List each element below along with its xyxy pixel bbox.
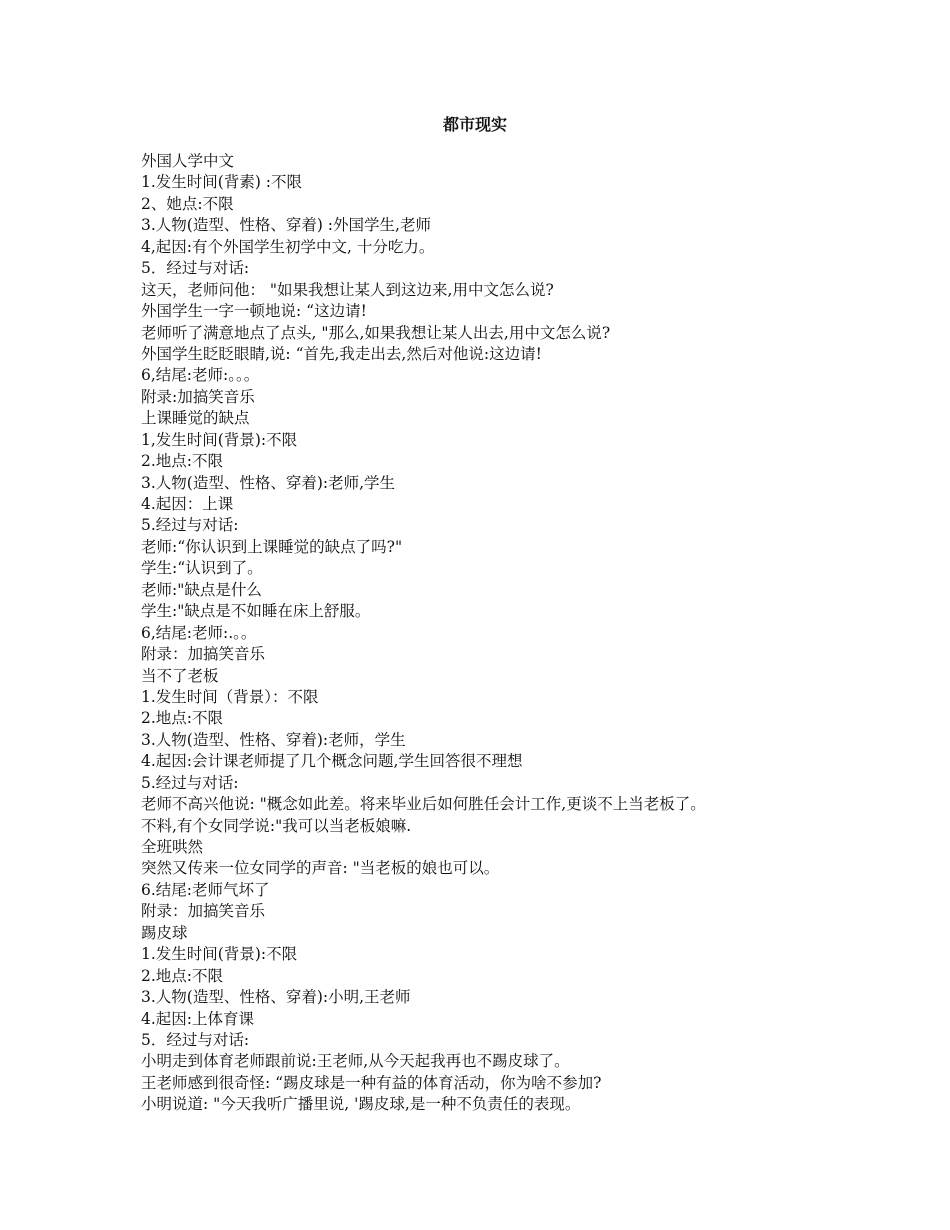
section-heading: 上课睡觉的缺点: [141, 409, 250, 428]
text-line: 2.地点:不限: [141, 966, 224, 985]
text-line: 小明说道: "今天我听广播里说, '踢皮球,是一种不负责任的表现。: [141, 1095, 581, 1114]
text-line: 附录：加搞笑音乐: [141, 645, 266, 664]
text-line: 6,结尾:老师:.。。: [141, 623, 257, 642]
text-line: 小明走到体育老师跟前说:王老师,从今天起我再也不踢皮球了。: [141, 1052, 570, 1071]
text-line: 3.人物(造型、性格、穿着):小明,王老师: [141, 988, 411, 1007]
text-line: 外国学生眨眨眼睛,说: “首先,我走出去,然后对他说:这边请!: [141, 344, 542, 363]
text-line: 附录:加搞笑音乐: [141, 387, 255, 406]
text-line: 老师:“你认识到上课睡觉的缺点了吗?": [141, 537, 403, 556]
text-line: 4.起因:上体育课: [141, 1009, 255, 1028]
document-title: 都市现实: [442, 115, 507, 134]
text-line: 5．经过与对话:: [141, 259, 250, 278]
text-line: 4,起因:有个外国学生初学中文, 十分吃力。: [141, 237, 435, 256]
text-line: 6,结尾:老师:。。。: [141, 366, 260, 385]
document-body: [141, 151, 931, 1116]
text-line: 4.起因：上课: [141, 495, 234, 513]
section-heading: 当不了老板: [141, 666, 219, 685]
text-line: 学生:"缺点是不如睡在床上舒服。: [141, 602, 371, 621]
text-line: 老师听了满意地点了点头, "那么,如果我想让某人出去,用中文怎么说?: [141, 323, 611, 342]
text-line: 2.地点:不限: [141, 452, 224, 471]
text-line: 2.地点:不限: [141, 709, 224, 728]
text-line: 1,发生时间(背景):不限: [141, 430, 298, 449]
text-line: 外国学生一字一顿地说: “这边请!: [141, 302, 367, 321]
text-line: 不料,有个女同学说:"我可以当老板娘嘛.: [141, 816, 412, 835]
text-line: 这天，老师问他： "如果我想让某人到这边来,用中文怎么说?: [141, 280, 554, 299]
text-line: 5.经过与对话:: [141, 773, 239, 792]
text-line: 突然又传来一位女同学的声音: "当老板的娘也可以。: [141, 859, 500, 878]
text-line: 学生:“认识到了。: [141, 559, 263, 578]
text-line: 老师:"缺点是什么: [141, 580, 262, 599]
text-line: 5.经过与对话:: [141, 516, 239, 535]
text-line: 1.发生时间（背景）：不限: [141, 687, 319, 706]
text-line: 3.人物(造型、性格、穿着) :外国学生,老师: [141, 216, 431, 235]
text-line: 王老师感到很奇怪: “踢皮球是一种有益的体育活动，你为啥不参加?: [141, 1073, 602, 1092]
text-line: 6.结尾:老师气坏了: [141, 880, 270, 899]
text-line: 3.人物(造型、性格、穿着):老师，学生: [141, 730, 406, 749]
text-line: 1.发生时间(背素) :不限: [141, 173, 303, 192]
text-line: 全班哄然: [141, 838, 204, 856]
text-line: 3.人物(造型、性格、穿着):老师,学生: [141, 473, 396, 492]
text-line: 4.起因:会计课老师提了几个概念问题,学生回答很不理想: [141, 752, 523, 771]
text-line: 附录：加搞笑音乐: [141, 902, 266, 921]
text-line: 2、她点:不限: [141, 194, 234, 213]
section-heading: 踢皮球: [141, 923, 188, 942]
text-line: 1.发生时间(背景):不限: [141, 945, 298, 964]
text-line: 外国人学中文: [141, 152, 235, 170]
text-line: 老师不高兴他说: "概念如此差。将来毕业后如何胜任会计工作,更谈不上当老板了。: [141, 795, 706, 814]
text-line: 5．经过与对话:: [141, 1030, 250, 1049]
